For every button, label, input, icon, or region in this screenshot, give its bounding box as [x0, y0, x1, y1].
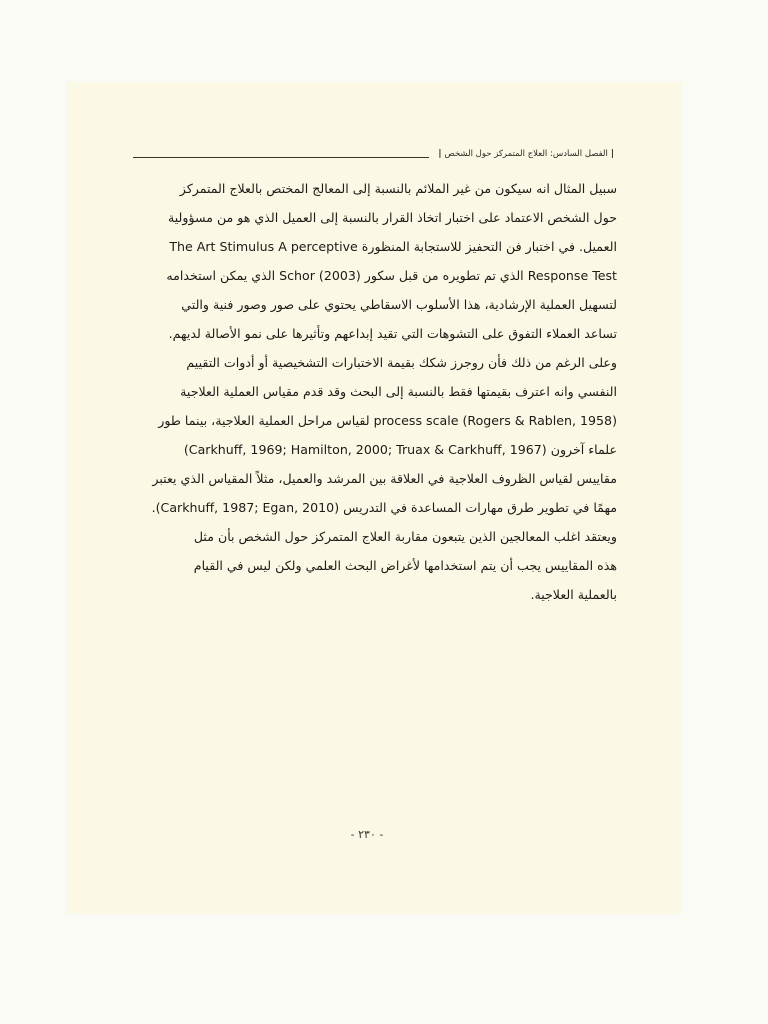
body-text: [133, 174, 617, 609]
header-rule: [133, 157, 429, 158]
text-line: هذه المقاييس يجب أن يتم استخدامها لأغراض البحث العلمي ولكن ليس في القيام: [193, 558, 617, 573]
header-separator-left: |: [438, 149, 442, 159]
page-number: - ٢٣٠ -: [350, 828, 384, 841]
running-header: [133, 146, 617, 162]
book-page: [67, 82, 681, 914]
header-separator-right: |: [610, 149, 614, 159]
text-line: لتسهيل العملية الإرشادية، هذا الأسلوب الاسقاطي يحتوي على صور وصور فنية والتي: [181, 297, 617, 312]
text-line: مقاييس لقياس الظروف العلاجية في العلاقة بين المرشد والعميل، مثلاً المقياس الذي يعتبر: [152, 471, 617, 486]
text-line: علماء آخرون (Carkhuff, 1969; Hamilton, 2000; Truax & Carkhuff, 1967): [183, 442, 617, 457]
text-line: سبيل المثال انه سيكون من غير الملائم بالنسبة إلى المعالج المختص بالعلاج المتمركز: [179, 181, 617, 196]
text-line: ويعتقد اغلب المعالجين الذين يتبعون مقاربة العلاج المتمركز حول الشخص بأن مثل: [193, 529, 617, 544]
text-line: مهمًا في تطوير طرق مهارات المساعدة في التدريس (Carkhuff, 1987; Egan, 2010).: [151, 500, 617, 515]
text-line: تساعد العملاء التفوق على التشوهات التي تقيد إبداعهم وتأثيرها على نمو الأصالة لديهم.: [168, 326, 617, 341]
text-line: وعلى الرغم من ذلك فأن روجرز شكك بقيمة الاختبارات التشخيصية أو أدوات التقييم: [186, 355, 617, 370]
text-line: حول الشخص الاعتماد على اختبار اتخاذ القرار بالنسبة إلى العميل الذي هو من مسؤولية: [167, 210, 617, 225]
text-line: العميل. في اختبار فن التحفيز للاستجابة المنظورة The Art Stimulus A perceptive: [169, 239, 617, 254]
text-line: process scale (Rogers & Rablen, 1958) لقياس مراحل العملية العلاجية، بينما طور: [158, 413, 617, 428]
text-line: Response Test الذي تم تطويره من قبل سكور Schor (2003) الذي يمكن استخدامه: [166, 268, 617, 283]
text-line: بالعملية العلاجية.: [530, 587, 617, 602]
chapter-title: الفصل السادس: العلاج المتمركز حول الشخص: [444, 149, 608, 159]
text-line: النفسي وانه اعترف بقيمتها فقط بالنسبة إلى البحث وقد قدم مقياس العملية العلاجية: [180, 384, 617, 399]
